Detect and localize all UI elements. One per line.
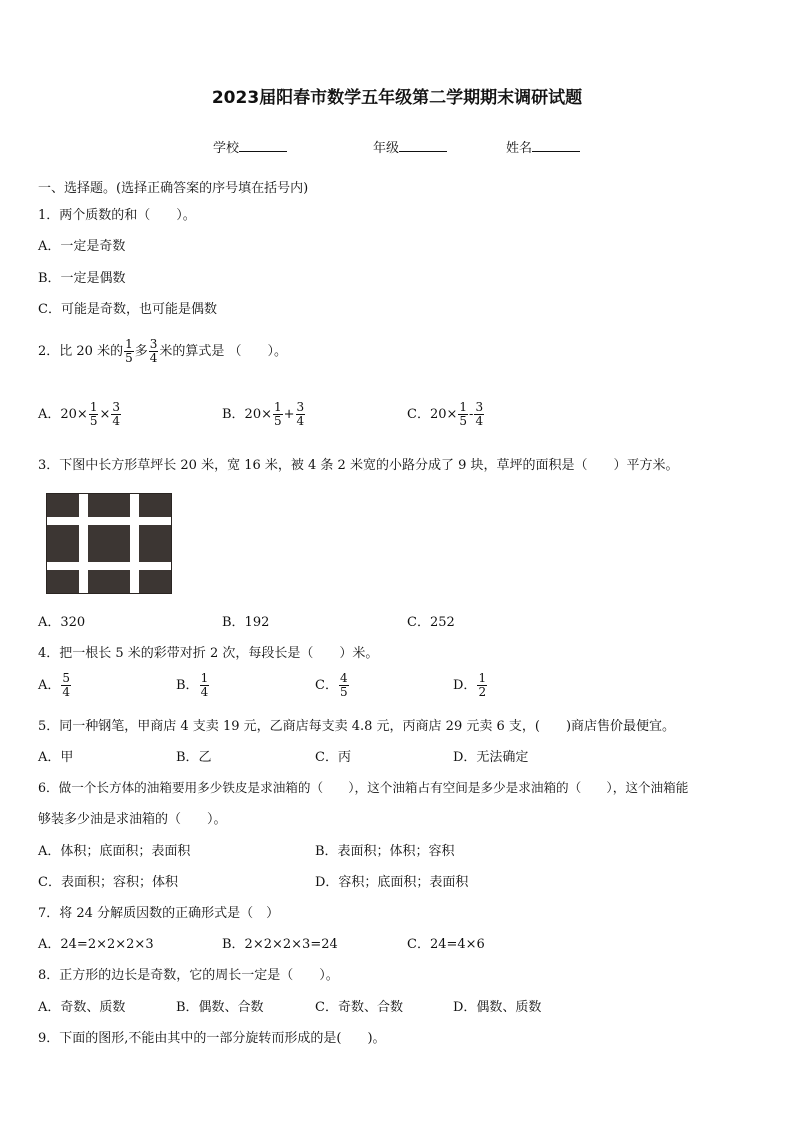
- q2-c-frac2-num: 3: [475, 400, 484, 414]
- q4-d-frac: [477, 672, 487, 698]
- q2-b-frac2: [296, 401, 306, 427]
- name-label: 姓名: [506, 141, 533, 156]
- q2-option-b[interactable]: [222, 401, 306, 427]
- q2-fraction-2: [149, 338, 159, 364]
- path-vertical-2: [130, 493, 139, 594]
- q6-option-d[interactable]: D．容积；底面积；表面积: [315, 875, 469, 890]
- q2-frac1-den: 5: [125, 350, 133, 365]
- q4-a-den: 4: [62, 684, 71, 699]
- q6-option-a[interactable]: A．体积；底面积；表面积: [38, 844, 191, 859]
- grade-field[interactable]: [373, 142, 447, 155]
- q2-b-label: B．20×: [222, 406, 272, 422]
- q2-a-frac2-num: 3: [112, 400, 121, 414]
- q2-b-frac1: [273, 401, 283, 427]
- q2-a-label: A．20×: [38, 406, 88, 422]
- q2-c-frac2-den: 4: [475, 413, 484, 428]
- q5-option-b[interactable]: B．乙: [176, 750, 212, 765]
- q4-c-label: C．: [315, 677, 338, 693]
- q2-stem-post: 米的算式是 （ ）。: [159, 343, 288, 359]
- q6-stem-line1: 6．做一个长方体的油箱要用多少铁皮是求油箱的（ ），这个油箱占有空间是多少是求油箱的（ ），这个油箱能: [38, 780, 689, 795]
- q8-stem: 8．正方形的边长是奇数，它的周长一定是（ ）。: [38, 968, 339, 983]
- q3-option-c[interactable]: C．252: [407, 615, 455, 630]
- q4-d-label: D．: [453, 677, 477, 693]
- q4-b-frac: [200, 672, 210, 698]
- page-title: 2023届阳春市数学五年级第二学期期末调研试题: [211, 88, 583, 108]
- q4-b-num: 1: [200, 671, 209, 685]
- path-horizontal-1: [46, 517, 172, 525]
- path-vertical-1: [79, 493, 88, 594]
- q8-option-d[interactable]: D．偶数、质数: [453, 1000, 542, 1015]
- q7-option-b[interactable]: B．2×2×2×3=24: [222, 937, 338, 952]
- q6-option-b[interactable]: B．表面积；体积；容积: [315, 844, 455, 859]
- q2-b-frac1-num: 1: [274, 400, 282, 414]
- q2-b-operator: +: [283, 406, 295, 422]
- q4-c-num: 4: [339, 671, 348, 685]
- q2-c-frac1-num: 1: [459, 400, 468, 414]
- q4-d-num: 1: [478, 671, 487, 685]
- q5-option-a[interactable]: A．甲: [38, 750, 74, 765]
- school-label: 学校: [213, 141, 240, 156]
- q2-a-operator: ×: [99, 406, 111, 422]
- q6-option-c[interactable]: C．表面积；容积；体积: [38, 875, 178, 890]
- q1-option-c[interactable]: C．可能是奇数，也可能是偶数: [38, 302, 217, 317]
- q4-option-c[interactable]: [315, 672, 350, 698]
- q4-option-a[interactable]: [38, 672, 72, 698]
- lawn-rect: [46, 493, 172, 594]
- q2-option-c[interactable]: [407, 401, 485, 427]
- q2-a-frac1: [89, 401, 99, 427]
- q2-frac2-den: 4: [149, 350, 158, 365]
- q9-stem: 9．下面的图形,不能由其中的一部分旋转而形成的是( )。: [38, 1031, 386, 1046]
- grade-blank[interactable]: [399, 150, 447, 152]
- section-heading: 一、选择题。(选择正确答案的序号填在括号内): [38, 181, 309, 196]
- q5-stem: 5．同一种钢笔，甲商店 4 支卖 19 元，乙商店每支卖 4.8 元，丙商店 29 元卖 6 支，( )商店售价最便宜。: [38, 719, 676, 734]
- q4-b-label: B．: [176, 677, 199, 693]
- q1-option-a[interactable]: A．一定是奇数: [38, 239, 126, 254]
- q2-stem: [38, 338, 287, 364]
- q2-c-frac2: [474, 401, 484, 427]
- q4-stem: 4．把一根长 5 米的彩带对折 2 次，每段长是（ ）米。: [38, 646, 379, 661]
- school-field[interactable]: [213, 142, 287, 155]
- q3-option-a[interactable]: A．320: [38, 615, 86, 630]
- q5-option-d[interactable]: D．无法确定: [453, 750, 529, 765]
- q2-stem-pre: 2．比 20 米的: [38, 343, 124, 359]
- q7-option-c[interactable]: C．24=4×6: [407, 937, 485, 952]
- q4-a-frac: [61, 672, 71, 698]
- q2-a-frac2: [111, 401, 121, 427]
- q7-stem: 7．将 24 分解质因数的正确形式是（ ）: [38, 906, 280, 921]
- q2-option-a[interactable]: [38, 401, 122, 427]
- q2-a-frac2-den: 4: [112, 413, 121, 428]
- q8-option-c[interactable]: C．奇数、合数: [315, 1000, 403, 1015]
- q2-c-operator: -: [469, 406, 474, 422]
- q4-b-den: 4: [200, 684, 209, 699]
- path-horizontal-2: [46, 562, 172, 570]
- q4-c-frac: [339, 672, 349, 698]
- q8-option-a[interactable]: A．奇数、质数: [38, 1000, 126, 1015]
- q3-option-b[interactable]: B．192: [222, 615, 270, 630]
- q4-d-den: 2: [478, 684, 487, 699]
- q2-frac1-num: 1: [125, 337, 133, 351]
- q4-c-den: 5: [339, 684, 348, 699]
- q4-option-d[interactable]: [453, 672, 488, 698]
- q8-option-b[interactable]: B．偶数、合数: [176, 1000, 264, 1015]
- q2-b-frac2-num: 3: [296, 400, 305, 414]
- q2-b-frac1-den: 5: [274, 413, 282, 428]
- q2-c-label: C．20×: [407, 406, 458, 422]
- q2-stem-mid: 多: [134, 343, 148, 359]
- q6-stem-line2: 够装多少油是求油箱的（ ）。: [38, 812, 227, 827]
- name-field[interactable]: [506, 142, 580, 155]
- q4-a-num: 5: [62, 671, 71, 685]
- q2-a-frac1-num: 1: [89, 400, 98, 414]
- lawn-figure: [46, 493, 172, 594]
- school-blank[interactable]: [239, 150, 287, 152]
- q5-option-c[interactable]: C．丙: [315, 750, 351, 765]
- q7-option-a[interactable]: A．24=2×2×2×3: [38, 937, 154, 952]
- q4-a-label: A．: [38, 677, 61, 693]
- q3-stem: 3．下图中长方形草坪长 20 米，宽 16 米，被 4 条 2 米宽的小路分成了 9 块，草坪的面积是（ ）平方米。: [38, 458, 679, 473]
- q1-stem: 1．两个质数的和（ ）。: [38, 208, 196, 223]
- grade-label: 年级: [373, 141, 400, 156]
- q1-option-b[interactable]: B．一定是偶数: [38, 271, 126, 286]
- q2-frac2-num: 3: [149, 337, 158, 351]
- q2-c-frac1-den: 5: [459, 413, 468, 428]
- q2-fraction-1: [124, 338, 134, 364]
- name-blank[interactable]: [532, 150, 580, 152]
- q2-a-frac1-den: 5: [89, 413, 98, 428]
- q2-c-frac1: [458, 401, 468, 427]
- q2-b-frac2-den: 4: [296, 413, 305, 428]
- q4-option-b[interactable]: [176, 672, 210, 698]
